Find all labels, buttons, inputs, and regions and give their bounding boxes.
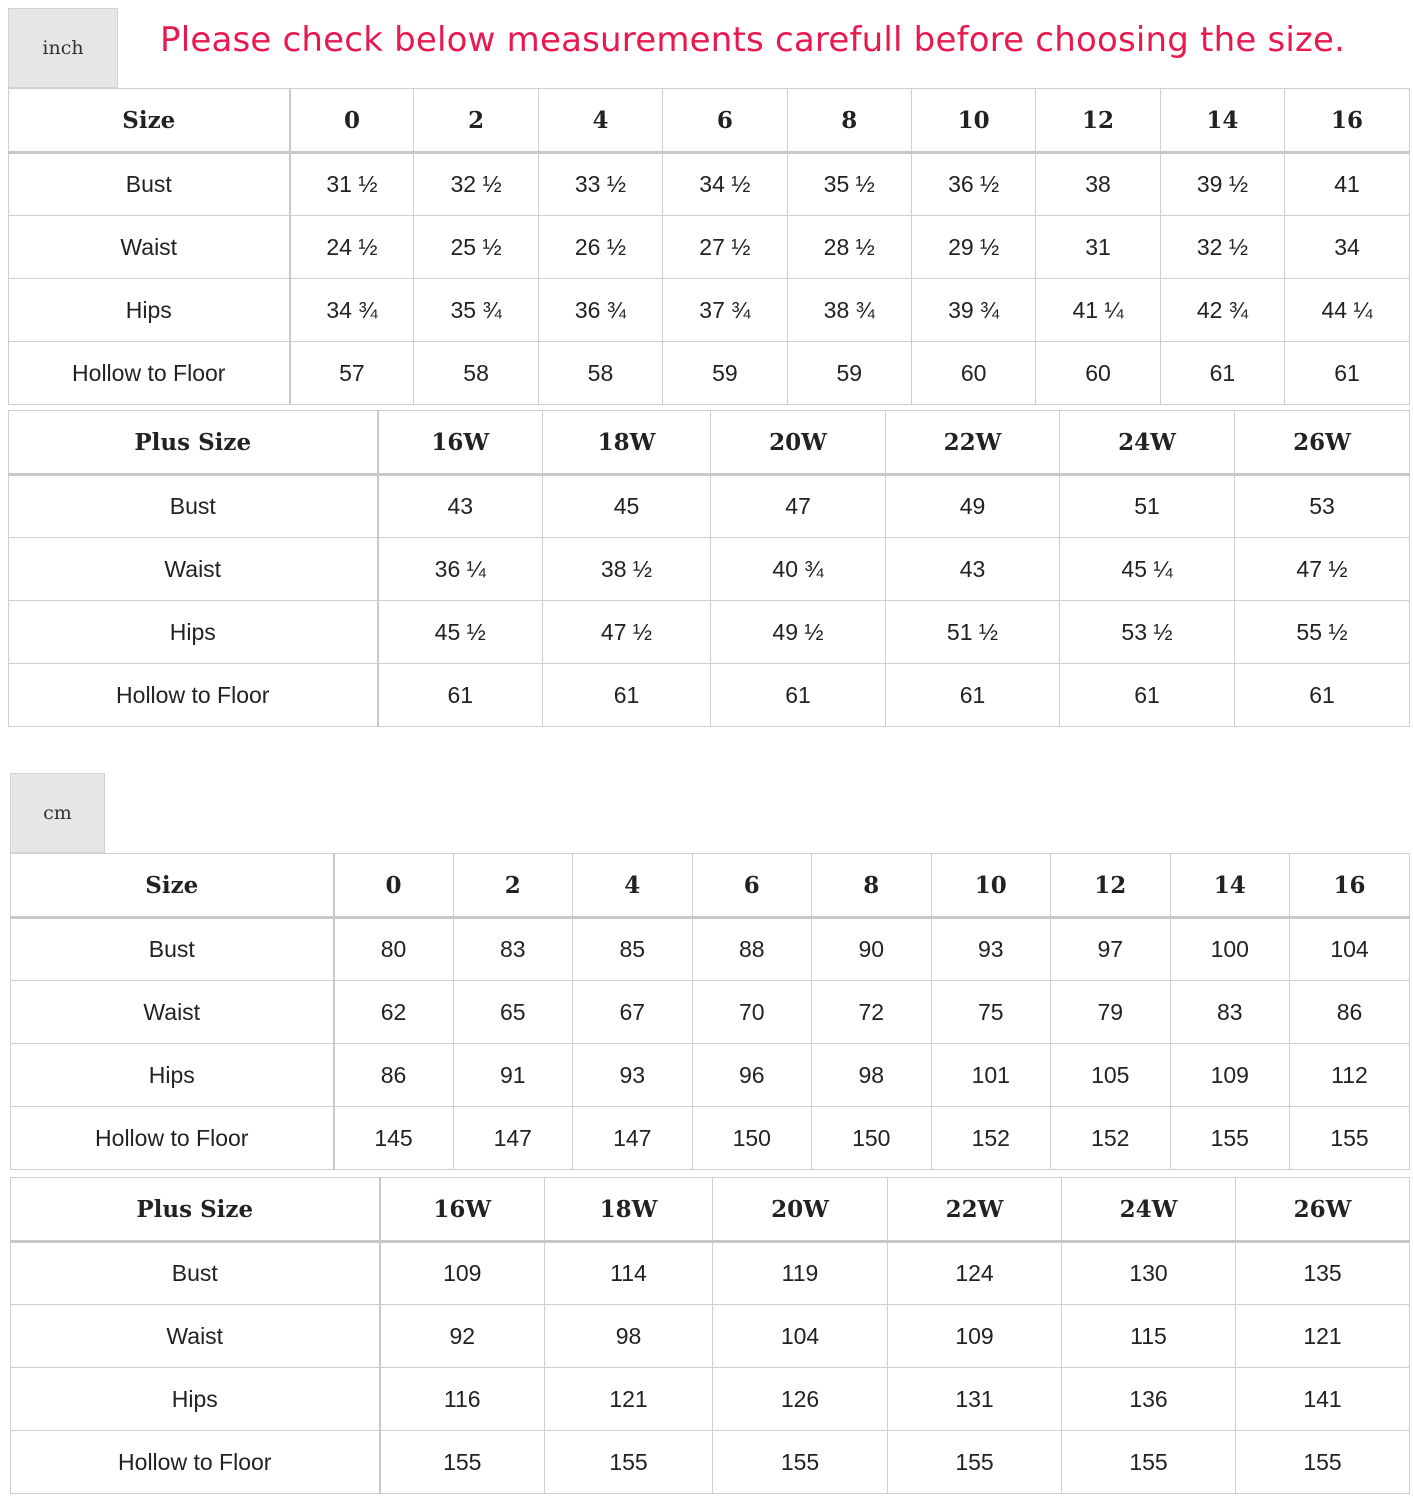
table-cell: 47 ½ (543, 601, 711, 664)
size-header-cell: 4 (573, 854, 693, 918)
inch-unit-label: inch (42, 37, 84, 59)
table-cell: 98 (545, 1305, 713, 1368)
table-cell: 83 (453, 918, 573, 981)
table-cell: 47 ½ (1235, 538, 1410, 601)
row-label: Hollow to Floor (9, 664, 378, 727)
table-cell: 65 (453, 981, 573, 1044)
table-cell: 90 (812, 918, 932, 981)
table-cell: 130 (1062, 1242, 1236, 1305)
inch-plus-size-table (8, 410, 1410, 727)
table-row (9, 216, 1410, 279)
table-row (11, 1107, 1410, 1170)
plus-size-header-cell: 18W (545, 1178, 713, 1242)
table-cell: 61 (711, 664, 886, 727)
table-cell: 38 ¾ (787, 279, 911, 342)
row-label: Hollow to Floor (11, 1431, 380, 1494)
plus-size-header-cell: 22W (886, 411, 1060, 475)
table-cell: 131 (888, 1368, 1062, 1431)
table-row (11, 1242, 1410, 1305)
table-cell: 101 (931, 1044, 1051, 1107)
table-cell: 155 (1290, 1107, 1410, 1170)
table-cell: 114 (545, 1242, 713, 1305)
row-label: Bust (9, 475, 378, 538)
plus-size-header-cell: 16W (380, 1178, 545, 1242)
table-cell: 41 ¼ (1036, 279, 1160, 342)
row-label: Bust (11, 918, 334, 981)
row-label: Waist (9, 216, 290, 279)
size-header-cell: 12 (1036, 89, 1160, 153)
size-header-cell: 10 (931, 854, 1051, 918)
table-cell: 36 ¼ (378, 538, 543, 601)
table-cell: 43 (378, 475, 543, 538)
table-cell: 155 (1062, 1431, 1236, 1494)
table-cell: 27 ½ (663, 216, 787, 279)
table-cell: 147 (453, 1107, 573, 1170)
table-cell: 38 ½ (543, 538, 711, 601)
table-cell: 45 ¼ (1060, 538, 1235, 601)
plus-size-header-cell: 20W (711, 411, 886, 475)
plus-size-header-row (11, 1178, 1410, 1242)
table-cell: 104 (1290, 918, 1410, 981)
table-cell: 121 (1236, 1305, 1410, 1368)
size-header-label: Size (9, 89, 290, 153)
inch-unit-tab (8, 8, 118, 88)
table-cell: 41 (1285, 153, 1410, 216)
table-cell: 25 ½ (414, 216, 538, 279)
table-cell: 28 ½ (787, 216, 911, 279)
table-cell: 116 (380, 1368, 545, 1431)
size-header-label: Size (11, 854, 334, 918)
table-cell: 29 ½ (911, 216, 1035, 279)
size-header-cell: 0 (290, 89, 414, 153)
row-label: Waist (11, 1305, 380, 1368)
table-cell: 59 (787, 342, 911, 405)
table-cell: 145 (334, 1107, 454, 1170)
table-cell: 155 (545, 1431, 713, 1494)
table-cell: 53 ½ (1060, 601, 1235, 664)
plus-size-header-cell: 24W (1062, 1178, 1236, 1242)
table-cell: 43 (886, 538, 1060, 601)
size-header-row (11, 854, 1410, 918)
cm-unit-label: cm (43, 802, 72, 824)
row-label: Waist (11, 981, 334, 1044)
table-cell: 34 ½ (663, 153, 787, 216)
table-cell: 57 (290, 342, 414, 405)
table-cell: 92 (380, 1305, 545, 1368)
table-cell: 98 (812, 1044, 932, 1107)
table-cell: 155 (888, 1431, 1062, 1494)
table-cell: 124 (888, 1242, 1062, 1305)
table-cell: 33 ½ (538, 153, 662, 216)
size-header-cell: 2 (453, 854, 573, 918)
table-cell: 32 ½ (1160, 216, 1284, 279)
table-cell: 121 (545, 1368, 713, 1431)
table-row (9, 664, 1410, 727)
table-cell: 58 (538, 342, 662, 405)
row-label: Hips (11, 1044, 334, 1107)
table-cell: 80 (334, 918, 454, 981)
table-cell: 155 (1170, 1107, 1290, 1170)
table-cell: 44 ¼ (1285, 279, 1410, 342)
row-label: Waist (9, 538, 378, 601)
table-cell: 147 (573, 1107, 693, 1170)
table-cell: 79 (1051, 981, 1171, 1044)
plus-size-header-row (9, 411, 1410, 475)
table-cell: 35 ¾ (414, 279, 538, 342)
table-cell: 51 (1060, 475, 1235, 538)
table-row (11, 981, 1410, 1044)
table-cell: 45 ½ (378, 601, 543, 664)
size-header-cell: 14 (1160, 89, 1284, 153)
table-cell: 152 (1051, 1107, 1171, 1170)
table-cell: 96 (692, 1044, 812, 1107)
table-cell: 59 (663, 342, 787, 405)
size-header-cell: 14 (1170, 854, 1290, 918)
table-cell: 61 (886, 664, 1060, 727)
table-cell: 40 ¾ (711, 538, 886, 601)
table-cell: 109 (888, 1305, 1062, 1368)
table-cell: 88 (692, 918, 812, 981)
table-row (11, 918, 1410, 981)
size-header-cell: 0 (334, 854, 454, 918)
table-cell: 93 (573, 1044, 693, 1107)
table-cell: 70 (692, 981, 812, 1044)
table-cell: 155 (713, 1431, 888, 1494)
table-cell: 36 ½ (911, 153, 1035, 216)
table-cell: 86 (334, 1044, 454, 1107)
plus-size-header-cell: 16W (378, 411, 543, 475)
table-cell: 141 (1236, 1368, 1410, 1431)
table-cell: 67 (573, 981, 693, 1044)
table-cell: 61 (543, 664, 711, 727)
plus-size-header-cell: 24W (1060, 411, 1235, 475)
table-cell: 61 (1235, 664, 1410, 727)
table-cell: 152 (931, 1107, 1051, 1170)
table-cell: 55 ½ (1235, 601, 1410, 664)
cm-plus-size-table (10, 1177, 1410, 1494)
table-cell: 45 (543, 475, 711, 538)
table-cell: 39 ½ (1160, 153, 1284, 216)
table-cell: 91 (453, 1044, 573, 1107)
table-cell: 155 (380, 1431, 545, 1494)
table-cell: 60 (911, 342, 1035, 405)
table-cell: 83 (1170, 981, 1290, 1044)
table-cell: 51 ½ (886, 601, 1060, 664)
table-cell: 86 (1290, 981, 1410, 1044)
table-row (9, 538, 1410, 601)
table-row (9, 601, 1410, 664)
table-cell: 62 (334, 981, 454, 1044)
table-cell: 24 ½ (290, 216, 414, 279)
table-cell: 119 (713, 1242, 888, 1305)
inch-regular-size-table (8, 88, 1410, 405)
size-header-cell: 16 (1290, 854, 1410, 918)
row-label: Bust (11, 1242, 380, 1305)
size-header-cell: 2 (414, 89, 538, 153)
table-cell: 35 ½ (787, 153, 911, 216)
table-cell: 34 (1285, 216, 1410, 279)
table-row (11, 1368, 1410, 1431)
table-cell: 85 (573, 918, 693, 981)
table-cell: 61 (1160, 342, 1284, 405)
row-label: Hips (9, 601, 378, 664)
table-cell: 39 ¾ (911, 279, 1035, 342)
table-cell: 109 (380, 1242, 545, 1305)
table-row (9, 342, 1410, 405)
table-cell: 42 ¾ (1160, 279, 1284, 342)
size-header-cell: 12 (1051, 854, 1171, 918)
size-header-cell: 8 (812, 854, 932, 918)
size-header-cell: 6 (692, 854, 812, 918)
plus-size-header-cell: 26W (1236, 1178, 1410, 1242)
table-cell: 126 (713, 1368, 888, 1431)
plus-size-header-cell: 26W (1235, 411, 1410, 475)
table-cell: 112 (1290, 1044, 1410, 1107)
row-label: Bust (9, 153, 290, 216)
measurement-notice: Please check below measurements carefull before choosing the size. (160, 20, 1346, 60)
table-row (9, 279, 1410, 342)
cm-regular-size-table (10, 853, 1410, 1170)
size-header-cell: 16 (1285, 89, 1410, 153)
table-cell: 61 (1060, 664, 1235, 727)
row-label: Hollow to Floor (11, 1107, 334, 1170)
table-cell: 150 (812, 1107, 932, 1170)
table-cell: 150 (692, 1107, 812, 1170)
table-cell: 36 ¾ (538, 279, 662, 342)
table-cell: 93 (931, 918, 1051, 981)
table-cell: 100 (1170, 918, 1290, 981)
table-row (11, 1044, 1410, 1107)
table-cell: 135 (1236, 1242, 1410, 1305)
plus-size-header-cell: 20W (713, 1178, 888, 1242)
table-cell: 105 (1051, 1044, 1171, 1107)
table-cell: 61 (1285, 342, 1410, 405)
plus-size-header-label: Plus Size (9, 411, 378, 475)
table-cell: 31 (1036, 216, 1160, 279)
size-header-cell: 4 (538, 89, 662, 153)
table-cell: 58 (414, 342, 538, 405)
table-cell: 49 ½ (711, 601, 886, 664)
table-cell: 53 (1235, 475, 1410, 538)
table-cell: 104 (713, 1305, 888, 1368)
row-label: Hips (11, 1368, 380, 1431)
cm-unit-tab (10, 773, 105, 853)
table-cell: 109 (1170, 1044, 1290, 1107)
plus-size-header-cell: 18W (543, 411, 711, 475)
table-cell: 49 (886, 475, 1060, 538)
table-cell: 115 (1062, 1305, 1236, 1368)
size-header-cell: 10 (911, 89, 1035, 153)
plus-size-header-cell: 22W (888, 1178, 1062, 1242)
table-cell: 155 (1236, 1431, 1410, 1494)
table-cell: 34 ¾ (290, 279, 414, 342)
plus-size-header-label: Plus Size (11, 1178, 380, 1242)
table-row (11, 1305, 1410, 1368)
table-row (9, 475, 1410, 538)
table-cell: 61 (378, 664, 543, 727)
table-row (9, 153, 1410, 216)
table-cell: 38 (1036, 153, 1160, 216)
table-cell: 37 ¾ (663, 279, 787, 342)
table-cell: 31 ½ (290, 153, 414, 216)
size-header-row (9, 89, 1410, 153)
table-cell: 47 (711, 475, 886, 538)
size-header-cell: 8 (787, 89, 911, 153)
row-label: Hips (9, 279, 290, 342)
table-cell: 75 (931, 981, 1051, 1044)
table-cell: 97 (1051, 918, 1171, 981)
row-label: Hollow to Floor (9, 342, 290, 405)
table-cell: 136 (1062, 1368, 1236, 1431)
table-cell: 72 (812, 981, 932, 1044)
table-row (11, 1431, 1410, 1494)
table-cell: 60 (1036, 342, 1160, 405)
size-header-cell: 6 (663, 89, 787, 153)
table-cell: 32 ½ (414, 153, 538, 216)
table-cell: 26 ½ (538, 216, 662, 279)
